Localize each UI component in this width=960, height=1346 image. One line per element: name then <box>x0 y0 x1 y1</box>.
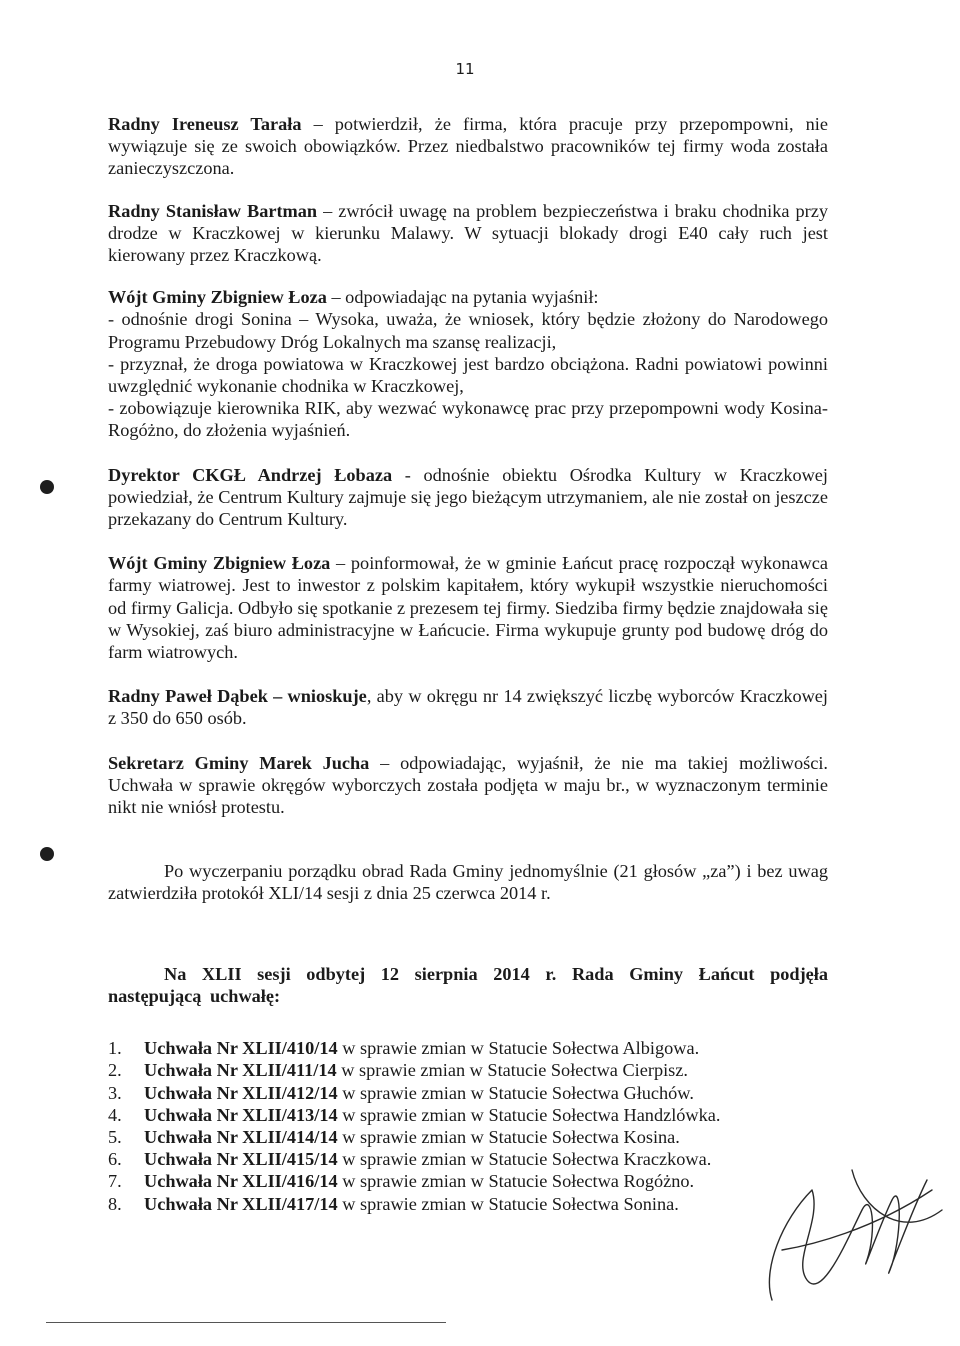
session-heading: Na XLII sesji odbytej 12 sierpnia 2014 r. Rada Gminy Łańcut podjęła następującą uchwałę: <box>108 963 828 1006</box>
speaker-name: Radny Ireneusz Tarała <box>108 114 302 134</box>
punch-hole-mark <box>40 480 54 494</box>
paragraph-bartman <box>108 200 828 267</box>
speaker-name: Radny Stanisław Bartman <box>108 200 318 221</box>
list-number: 5. <box>108 1126 122 1147</box>
list-number: 8. <box>108 1193 122 1214</box>
paragraph-text: , aby w okręgu nr 14 zwiększyć liczbę wyborców Kraczkowej z 350 do 650 osób. <box>108 686 828 729</box>
paragraph-dabek <box>108 685 828 729</box>
speaker-name: Radny Paweł Dąbek – wnioskuje <box>108 686 367 707</box>
paragraph-text: - odnośnie obiektu Ośrodka Kultury w Kraczkowej powiedział, że Centrum Kultury zajmuje się jego bieżącym utrzymaniem, ale nie został on jeszcze przekazany do Centrum Kultury. <box>108 464 829 530</box>
paragraph-text: – zwrócił uwagę na problem bezpieczeństwa i braku chodnika przy drodze w Kraczkowej w kierunku Malawy. W sytuacji blokady drogi E40 cały ruch jest kierowany przez Kraczkową. <box>108 200 828 266</box>
answer-line: - przyznał, że droga powiatowa w Kraczkowej jest bardzo obciążona. Radni powiatowi powinni uwzględnić wykonanie chodnika w Kraczkowej, <box>108 353 828 397</box>
speaker-name: Wójt Gminy Zbigniew Łoza <box>108 553 331 574</box>
list-number: 2. <box>108 1060 122 1081</box>
resolution-title: Uchwała Nr XLII/417/14 <box>144 1193 338 1214</box>
list-number: 7. <box>108 1171 122 1192</box>
paragraph-text: – odpowiadając, wyjaśnił, że nie ma takiej możliwości. Uchwała w sprawie okręgów wyborczych została podjęta w maju br., w wyznaczonym terminie nikt nie wniósł protestu. <box>108 752 829 818</box>
answer-line: - zobowiązuje kierownika RIK, aby wezwać wykonawcę prac przy przepompowni wody Kosina-Rogóżno, do złożenia wyjaśnień. <box>108 398 828 441</box>
list-item <box>108 1059 828 1081</box>
list-number: 1. <box>108 1038 122 1059</box>
resolution-title: Uchwała Nr XLII/416/14 <box>144 1171 338 1192</box>
list-item <box>108 1148 828 1170</box>
speaker-name: Sekretarz Gminy Marek Jucha <box>108 752 370 773</box>
list-item <box>108 1170 828 1192</box>
paragraph-text: – odpowiadając na pytania wyjaśnił: <box>326 287 599 308</box>
resolution-title: Uchwała Nr XLII/414/14 <box>144 1126 338 1147</box>
footer-rule <box>46 1322 446 1323</box>
punch-hole-mark <box>40 847 54 861</box>
list-item <box>108 1082 828 1104</box>
resolution-subject: w sprawie zmian w Statucie Sołectwa Głuchów. <box>337 1082 694 1103</box>
resolutions-list <box>108 1037 828 1215</box>
paragraph-lobaza <box>108 464 828 531</box>
resolution-title: Uchwała Nr XLII/415/14 <box>144 1149 338 1170</box>
resolution-subject: w sprawie zmian w Statucie Sołectwa Rogóżno. <box>337 1171 695 1192</box>
resolution-subject: w sprawie zmian w Statucie Sołectwa Kosina. <box>337 1126 680 1147</box>
paragraph-text: – potwierdził, że firma, która pracuje przy przepompowni, nie wywiązuje się ze swoich obowiązków. Przez niedbalstwo pracowników tej firmy woda została zanieczyszczona. <box>108 114 829 179</box>
resolution-title: Uchwała Nr XLII/410/14 <box>144 1038 338 1059</box>
speaker-name: Dyrektor CKGŁ Andrzej Łobaza <box>108 464 393 485</box>
answer-line: - odnośnie drogi Sonina – Wysoka, uważa, że wniosek, który będzie złożony do Narodowego Programu Przebudowy Dróg Lokalnych ma szansę realizacji, <box>108 309 828 352</box>
paragraph-loza-wind-farm <box>108 552 828 663</box>
paragraph-text: – poinformował, że w gminie Łańcut pracę rozpoczął wykonawca farmy wiatrowej. Jest to inwestor z polskim kapitałem, który wykupił wszystkie nieruchomości od firmy Galicja. Odbyło się spotkanie z prezesem tej firmy. Siedziba firmy będzie znajdowała się w Wysokiej, zaś biuro administracyjne w Łańcucie. Firma wykupuje grunty pod budowę dróg do farm wiatrowych. <box>108 553 828 663</box>
resolution-title: Uchwała Nr XLII/413/14 <box>144 1104 338 1125</box>
paragraph-tarala <box>108 113 828 180</box>
resolution-title: Uchwała Nr XLII/411/14 <box>144 1060 337 1081</box>
list-number: 4. <box>108 1104 122 1125</box>
document-body <box>108 113 828 1215</box>
page-number: 11 <box>455 60 475 78</box>
speaker-name: Wójt Gminy Zbigniew Łoza <box>108 287 327 308</box>
resolution-subject: w sprawie zmian w Statucie Sołectwa Handzlówka. <box>337 1104 721 1125</box>
resolution-subject: w sprawie zmian w Statucie Sołectwa Albigowa. <box>337 1038 700 1059</box>
list-item <box>108 1037 828 1059</box>
resolution-subject: w sprawie zmian w Statucie Sołectwa Kraczkowa. <box>337 1149 712 1170</box>
list-number: 6. <box>108 1149 122 1170</box>
paragraph-loza-answers <box>108 286 828 441</box>
closing-paragraph: Po wyczerpaniu porządku obrad Rada Gminy jednomyślnie (21 głosów „za”) i bez uwag zatwierdziła protokół XLI/14 sesji z dnia 25 czerwca 2014 r. <box>108 861 828 904</box>
list-item <box>108 1193 828 1215</box>
handwritten-signature <box>752 1150 948 1310</box>
paragraph-jucha <box>108 752 828 819</box>
resolution-subject: w sprawie zmian w Statucie Sołectwa Sonina. <box>337 1193 679 1214</box>
list-item <box>108 1126 828 1148</box>
list-item <box>108 1104 828 1126</box>
resolution-title: Uchwała Nr XLII/412/14 <box>144 1082 338 1103</box>
resolution-subject: w sprawie zmian w Statucie Sołectwa Cierpisz. <box>336 1060 688 1081</box>
list-number: 3. <box>108 1082 122 1103</box>
